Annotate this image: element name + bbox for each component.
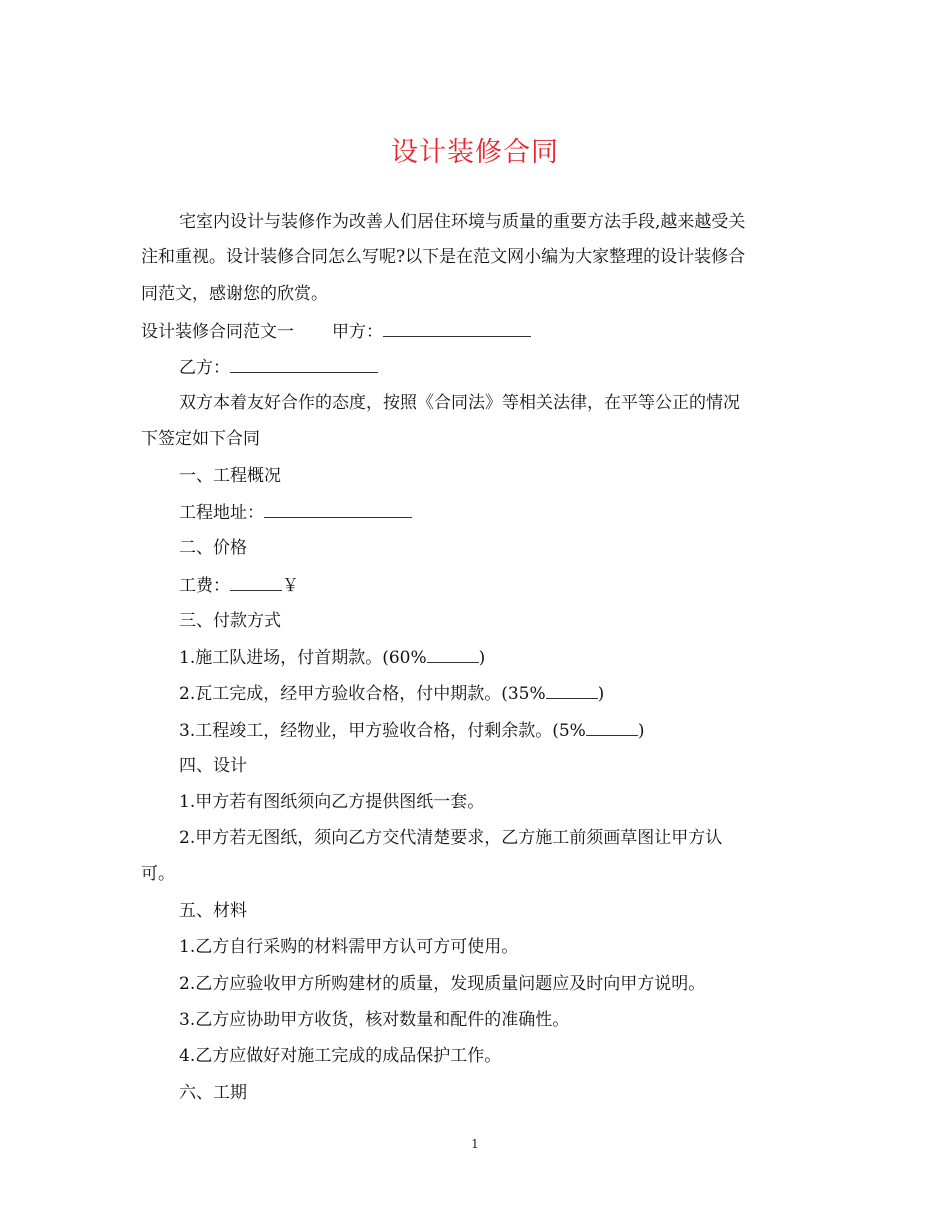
payment-item-1-text: 1.施工队进场，付首期款。(60% — [179, 648, 427, 668]
section5-heading: 五、材料 — [179, 901, 247, 921]
payment-item-2-blank — [546, 682, 598, 699]
project-address-label: 工程地址： — [179, 503, 264, 523]
payment-item-3-text: 3.工程竣工，经物业，甲方验收合格，付剩余款。(5% — [179, 721, 586, 741]
section1-heading: 一、工程概况 — [179, 466, 281, 486]
party-b-blank — [230, 356, 378, 373]
material-item-2: 2.乙方应验收甲方所购建材的质量，发现质量问题应及时向甲方说明。 — [179, 974, 706, 994]
document-title: 设计装修合同 — [391, 137, 559, 168]
payment-item-2-close: ) — [597, 684, 605, 704]
intro-line-3: 同范文，感谢您的欣赏。 — [141, 284, 328, 304]
sample-heading-line — [141, 320, 531, 343]
intro-line-2: 注和重视。设计装修合同怎么写呢?以下是在范文网小编为大家整理的设计装修合 — [141, 247, 746, 267]
payment-item-1 — [179, 646, 485, 669]
payment-item-3-blank — [586, 719, 638, 736]
fee-unit: ￥ — [282, 576, 299, 596]
material-item-1: 1.乙方自行采购的材料需甲方认可方可使用。 — [179, 937, 519, 957]
design-item-2-line-2: 可。 — [141, 864, 175, 884]
fee-label: 工费： — [179, 576, 230, 596]
material-item-3: 3.乙方应协助甲方收货，核对数量和配件的准确性。 — [179, 1010, 570, 1030]
payment-item-2 — [179, 682, 604, 705]
section2-heading: 二、价格 — [179, 538, 247, 558]
party-a-blank — [383, 320, 531, 337]
intro-line-1: 宅室内设计与装修作为改善人们居住环境与质量的重要方法手段,越来越受关 — [179, 212, 746, 232]
party-b-label: 乙方： — [179, 358, 230, 378]
section3-heading: 三、付款方式 — [179, 611, 281, 631]
payment-item-3 — [179, 719, 644, 742]
fee-line — [179, 574, 299, 597]
project-address-blank — [264, 501, 412, 518]
material-item-4: 4.乙方应做好对施工完成的成品保护工作。 — [179, 1046, 502, 1066]
project-address-line — [179, 501, 412, 524]
party-a-label: 甲方： — [332, 322, 383, 342]
sample-heading: 设计装修合同范文一 — [141, 322, 294, 342]
party-b-line — [179, 356, 378, 379]
design-item-1: 1.甲方若有图纸须向乙方提供图纸一套。 — [179, 792, 485, 812]
payment-item-2-text: 2.瓦工完成，经甲方验收合格，付中期款。(35% — [179, 684, 546, 704]
fee-blank — [230, 574, 282, 591]
preamble-line-1: 双方本着友好合作的态度，按照《合同法》等相关法律，在平等公正的情况 — [179, 393, 740, 413]
preamble-line-2: 下签定如下合同 — [141, 429, 260, 449]
section4-heading: 四、设计 — [179, 756, 247, 776]
page-number: 1 — [471, 1137, 479, 1151]
payment-item-3-close: ) — [637, 721, 645, 741]
payment-item-1-close: ) — [478, 648, 486, 668]
design-item-2-line-1: 2.甲方若无图纸，须向乙方交代清楚要求，乙方施工前须画草图让甲方认 — [179, 828, 723, 848]
section6-heading: 六、工期 — [179, 1083, 247, 1103]
payment-item-1-blank — [427, 646, 479, 663]
